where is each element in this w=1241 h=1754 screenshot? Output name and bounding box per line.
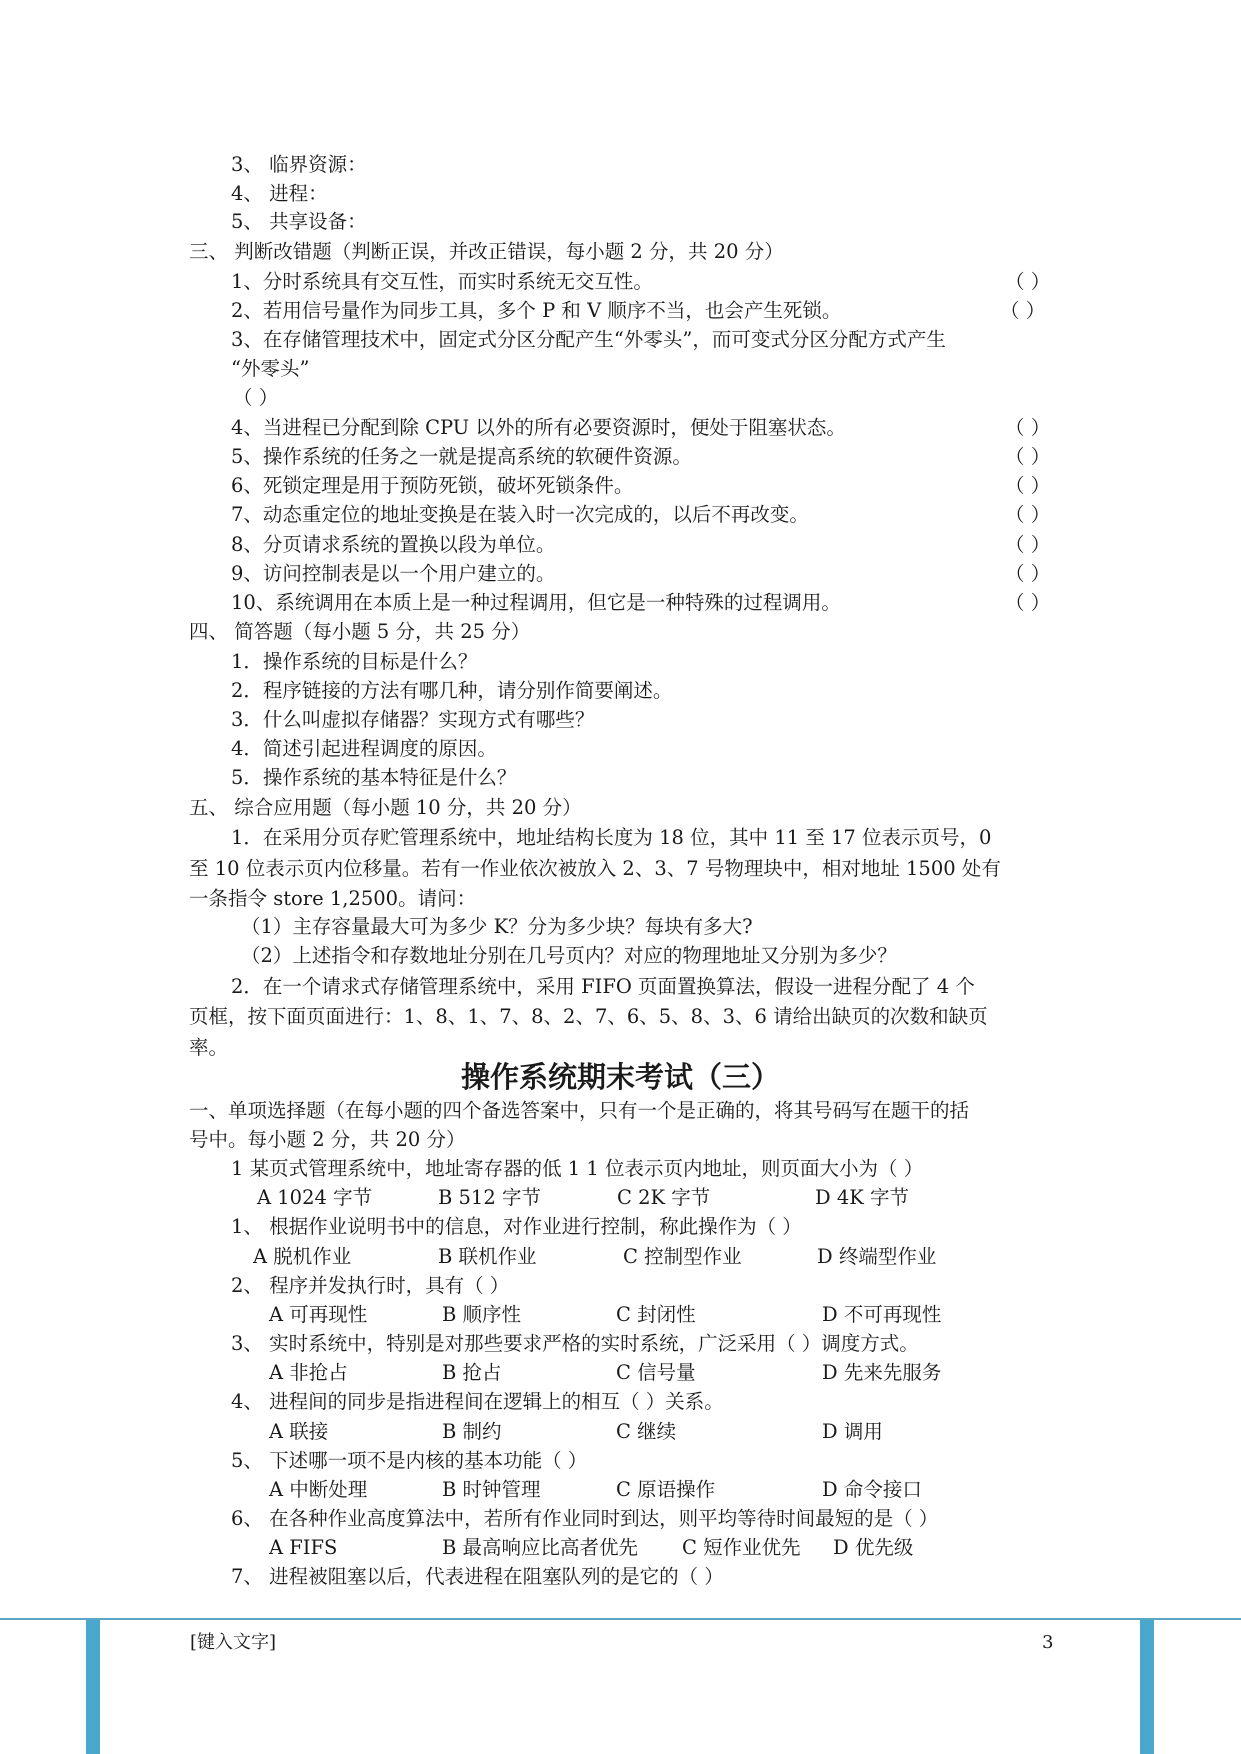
- top-item-4: 4、 进程：: [231, 182, 328, 205]
- q7-text: 7、 进程被阻塞以后，代表进程在阻塞队列的是它的（ ）: [231, 1565, 724, 1588]
- q5-option-d: D 命令接口: [822, 1478, 922, 1501]
- q5-option-a: A 中断处理: [269, 1478, 368, 1501]
- exam-title: 操作系统期末考试（三）: [460, 1060, 780, 1094]
- q5-text: 5、 下述哪一项不是内核的基本功能（ ）: [231, 1449, 588, 1472]
- q1-option-a: A 脱机作业: [253, 1245, 352, 1268]
- q2-option-a: A 可再现性: [269, 1303, 368, 1326]
- s3-item-8: 8、分页请求系统的置换以段为单位。: [231, 533, 556, 556]
- s3-mark-1: （ ）: [1005, 270, 1051, 293]
- s4-item-4: 4．简述引起进程调度的原因。: [231, 737, 497, 760]
- q6-option-b: B 最高响应比高者优先: [442, 1536, 639, 1559]
- s5-line-7: 页框，按下面页面进行：1、8、1、7、8、2、7、6、5、8、3、6 请给出缺页的次数和缺页: [189, 1005, 988, 1028]
- s3-mark-2: （ ）: [1000, 299, 1046, 322]
- s5-line-6: 2．在一个请求式存储管理系统中，采用 FIFO 页面置换算法，假设一进程分配了 4 个: [231, 975, 975, 998]
- q3-option-c: C 信号量: [616, 1361, 696, 1384]
- s3-mark-6: （ ）: [1005, 474, 1051, 497]
- q3-option-b: B 抢占: [442, 1361, 502, 1384]
- section4-heading: 四、 简答题（每小题 5 分，共 25 分）: [189, 620, 531, 643]
- q5-option-c: C 原语操作: [616, 1478, 716, 1501]
- q1-text: 1、 根据作业说明书中的信息，对作业进行控制，称此操作为（ ）: [231, 1215, 802, 1238]
- s3-item-3: 3、在存储管理技术中，固定式分区分配产生“外零头”，而可变式分区分配方式产生: [231, 328, 946, 351]
- footer-placeholder-text[interactable]: [键入文字]: [190, 1632, 277, 1653]
- top-item-5: 5、 共享设备：: [231, 210, 367, 233]
- s3-item-7: 7、动态重定位的地址变换是在装入时一次完成的，以后不再改变。: [231, 503, 809, 526]
- q1-option-c: C 控制型作业: [623, 1245, 742, 1268]
- q4-option-a: A 联接: [269, 1420, 329, 1443]
- s5-line-8: 率。: [189, 1036, 229, 1059]
- s3-item-2: 2、若用信号量作为同步工具，多个 P 和 V 顺序不当，也会产生死锁。: [231, 299, 842, 322]
- s3-item-5: 5、操作系统的任务之一就是提高系统的软硬件资源。: [231, 445, 692, 468]
- s3-item-3-cont: “外零头”: [231, 357, 310, 380]
- section3-heading: 三、 判断改错题（判断正误，并改正错误，每小题 2 分，共 20 分）: [189, 240, 784, 263]
- footer-rule: [0, 1618, 1241, 1620]
- footer-right-bar: [1140, 1620, 1154, 1754]
- s3-item-6: 6、死锁定理是用于预防死锁，破坏死锁条件。: [231, 474, 634, 497]
- s3-item-10: 10、系统调用在本质上是一种过程调用，但它是一种特殊的过程调用。: [231, 591, 841, 614]
- section5-heading: 五、 综合应用题（每小题 10 分，共 20 分）: [189, 796, 582, 819]
- q3-option-d: D 先来先服务: [822, 1361, 942, 1384]
- footer-left-bar: [86, 1620, 100, 1754]
- s4-item-3: 3．什么叫虚拟存储器？实现方式有哪些？: [231, 708, 595, 731]
- part1-intro-2: 号中。每小题 2 分，共 20 分）: [189, 1128, 466, 1151]
- q0-text: 1 某页式管理系统中，地址寄存器的低 1 1 位表示页内地址，则页面大小为（ ）: [231, 1157, 924, 1180]
- s3-item-9: 9、访问控制表是以一个用户建立的。: [231, 562, 556, 585]
- q4-option-d: D 调用: [822, 1420, 883, 1443]
- s5-line-3: 一条指令 store 1,2500。请问：: [189, 887, 477, 910]
- q1-option-d: D 终端型作业: [817, 1245, 937, 1268]
- s3-mark-7: （ ）: [1005, 503, 1051, 526]
- q3-option-a: A 非抢占: [269, 1361, 348, 1384]
- s5-line-2: 至 10 位表示页内位移量。若有一作业依次被放入 2、3、7 号物理块中，相对地址 1500 处有: [189, 857, 1001, 880]
- s3-mark-9: （ ）: [1005, 562, 1051, 585]
- q5-option-b: B 时钟管理: [442, 1478, 541, 1501]
- q6-option-d: D 优先级: [833, 1536, 914, 1559]
- q2-option-b: B 顺序性: [442, 1303, 522, 1326]
- q3-text: 3、 实时系统中，特别是对那些要求严格的实时系统，广泛采用（ ）调度方式。: [231, 1332, 919, 1355]
- q4-option-b: B 制约: [442, 1420, 502, 1443]
- s4-item-1: 1．操作系统的目标是什么？: [231, 650, 478, 673]
- s3-mark-3: （ ）: [233, 386, 279, 409]
- s5-line-4: （1）主存容量最大可为多少 K？分为多少块？每块有多大?: [241, 915, 753, 938]
- s5-line-1: 1．在采用分页存贮管理系统中，地址结构长度为 18 位，其中 11 至 17 位表示页号，0: [231, 826, 992, 849]
- top-item-3: 3、 临界资源：: [231, 153, 367, 176]
- q2-option-c: C 封闭性: [616, 1303, 696, 1326]
- q0-option-b: B 512 字节: [438, 1186, 541, 1209]
- q6-option-c: C 短作业优先: [682, 1536, 801, 1559]
- q4-text: 4、 进程间的同步是指进程间在逻辑上的相互（ ）关系。: [231, 1390, 724, 1413]
- q4-option-c: C 继续: [616, 1420, 677, 1443]
- s3-mark-4: （ ）: [1005, 416, 1051, 439]
- s4-item-5: 5．操作系统的基本特征是什么？: [231, 766, 517, 789]
- page-number: 3: [1042, 1632, 1054, 1653]
- s3-mark-8: （ ）: [1005, 533, 1051, 556]
- s3-item-4: 4、当进程已分配到除 CPU 以外的所有必要资源时，便处于阻塞状态。: [231, 416, 846, 439]
- q6-option-a: A FIFS: [269, 1536, 338, 1559]
- s3-mark-10: （ ）: [1005, 591, 1051, 614]
- part1-intro-1: 一、单项选择题（在每小题的四个备选答案中，只有一个是正确的，将其号码写在题干的括: [189, 1099, 970, 1122]
- q1-option-b: B 联机作业: [438, 1245, 537, 1268]
- q6-text: 6、 在各种作业高度算法中，若所有作业同时到达，则平均等待时间最短的是（ ）: [231, 1507, 939, 1530]
- q0-option-a: A 1024 字节: [257, 1186, 373, 1209]
- s4-item-2: 2．程序链接的方法有哪几种，请分别作简要阐述。: [231, 679, 673, 702]
- s5-line-5: （2）上述指令和存数地址分别在几号页内？对应的物理地址又分别为多少？: [241, 944, 897, 967]
- q2-option-d: D 不可再现性: [822, 1303, 942, 1326]
- s3-item-1: 1、分时系统具有交互性，而实时系统无交互性。: [231, 270, 653, 293]
- s3-mark-5: （ ）: [1005, 445, 1051, 468]
- q2-text: 2、 程序并发执行时，具有（ ）: [231, 1274, 510, 1297]
- q0-option-d: D 4K 字节: [815, 1186, 910, 1209]
- q0-option-c: C 2K 字节: [617, 1186, 711, 1209]
